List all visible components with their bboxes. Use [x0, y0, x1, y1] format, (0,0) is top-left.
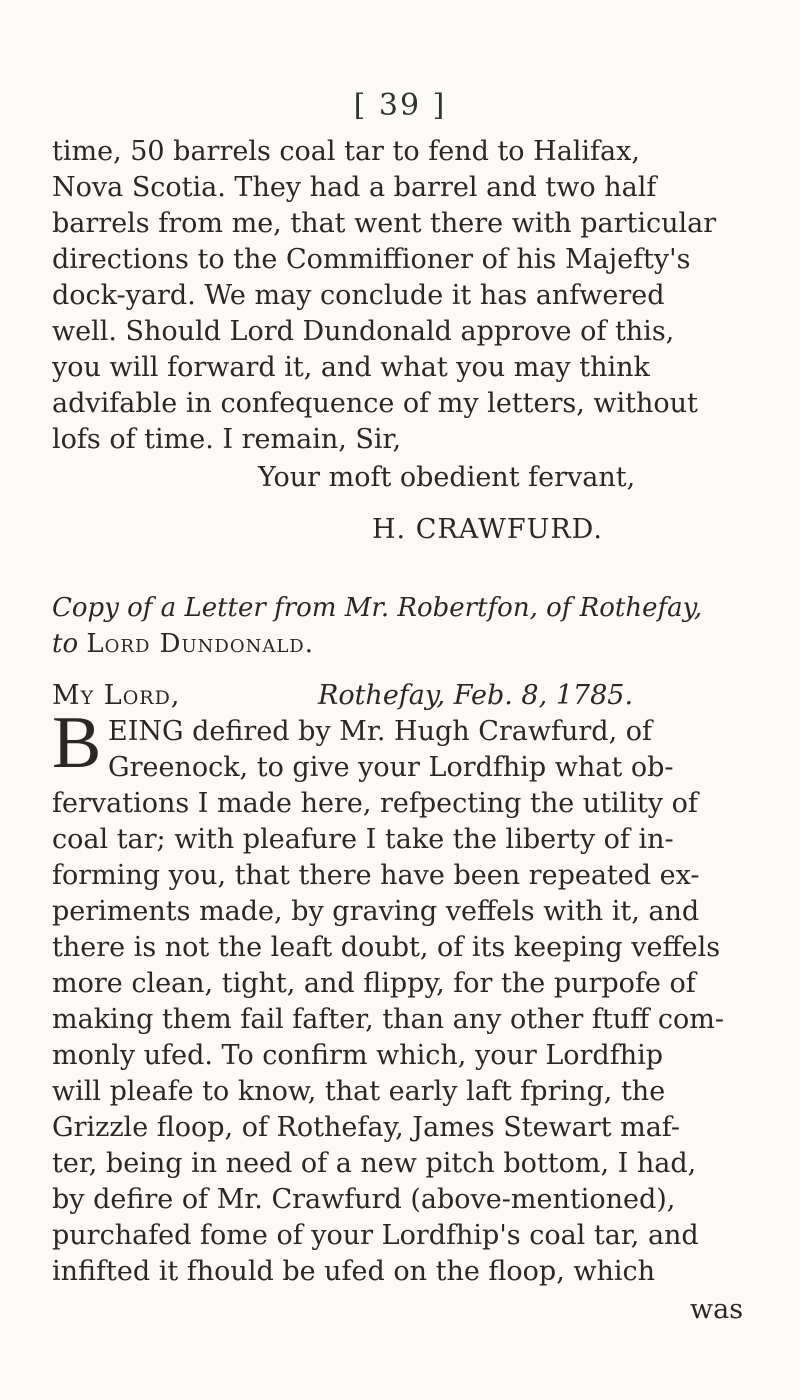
text-line: Greenock, to give your Lordfhip what ob- — [108, 752, 674, 783]
text-line: periments made, by graving veffels with it, and — [52, 896, 700, 927]
letter-signature: H. CRAWFURD. — [372, 514, 603, 545]
page-number-header: [ 39 ] — [353, 88, 447, 123]
text-line: forming you, that there have been repeated ex- — [52, 860, 700, 891]
text-line: time, 50 barrels coal tar to fend to Halifax, — [52, 136, 640, 167]
text-line: lofs of time. I remain, Sir, — [52, 424, 402, 455]
text-line: infifted it fhould be ufed on the floop, which — [52, 1256, 656, 1287]
text-line: making them fail fafter, than any other ftuff com- — [52, 1004, 725, 1035]
letter-closing: Your moft obedient fervant, — [258, 462, 636, 493]
text-line: fervations I made here, refpecting the utility of — [52, 788, 698, 819]
text-line: barrels from me, that went there with particular — [52, 208, 717, 239]
text-line: monly ufed. To confirm which, your Lordfhip — [52, 1040, 664, 1071]
letter-heading: Copy of a Letter from Mr. Robertfon, of Rothefay, — [52, 593, 703, 623]
letter-salutation: My Lord, — [52, 680, 181, 711]
text-line: Grizzle floop, of Rothefay, James Stewart maf- — [52, 1112, 680, 1143]
text-line: well. Should Lord Dundonald approve of this, — [52, 316, 675, 347]
text-line: ter, being in need of a new pitch bottom, I had, — [52, 1148, 697, 1179]
heading-prefix: to — [52, 629, 79, 659]
text-line: there is not the leaft doubt, of its keeping veffels — [52, 932, 721, 963]
text-line: purchafed fome of your Lordfhip's coal tar, and — [52, 1220, 699, 1251]
letter-place-date: Rothefay, Feb. 8, 1785. — [318, 680, 634, 711]
text-line: will pleafe to know, that early laft fpring, the — [52, 1076, 666, 1107]
text-line: EING defired by Mr. Hugh Crawfurd, of — [108, 716, 652, 747]
text-line: advifable in confequence of my letters, without — [52, 388, 698, 419]
catchword: was — [690, 1294, 744, 1325]
drop-cap: B — [52, 702, 102, 784]
text-line: more clean, tight, and flippy, for the purpofe of — [52, 968, 696, 999]
text-line: Nova Scotia. They had a barrel and two half — [52, 172, 657, 203]
letter-heading-recipient — [52, 626, 314, 662]
text-line: you will forward it, and what you may think — [52, 352, 650, 383]
text-line: dock-yard. We may conclude it has anfwered — [52, 280, 665, 311]
text-line: by defire of Mr. Crawfurd (above-mentioned), — [52, 1184, 676, 1215]
text-line: coal tar; with pleafure I take the liberty of in- — [52, 824, 674, 855]
text-line: directions to the Commiffioner of his Majefty's — [52, 244, 691, 275]
heading-recipient-name: Lord Dundonald. — [86, 629, 314, 659]
